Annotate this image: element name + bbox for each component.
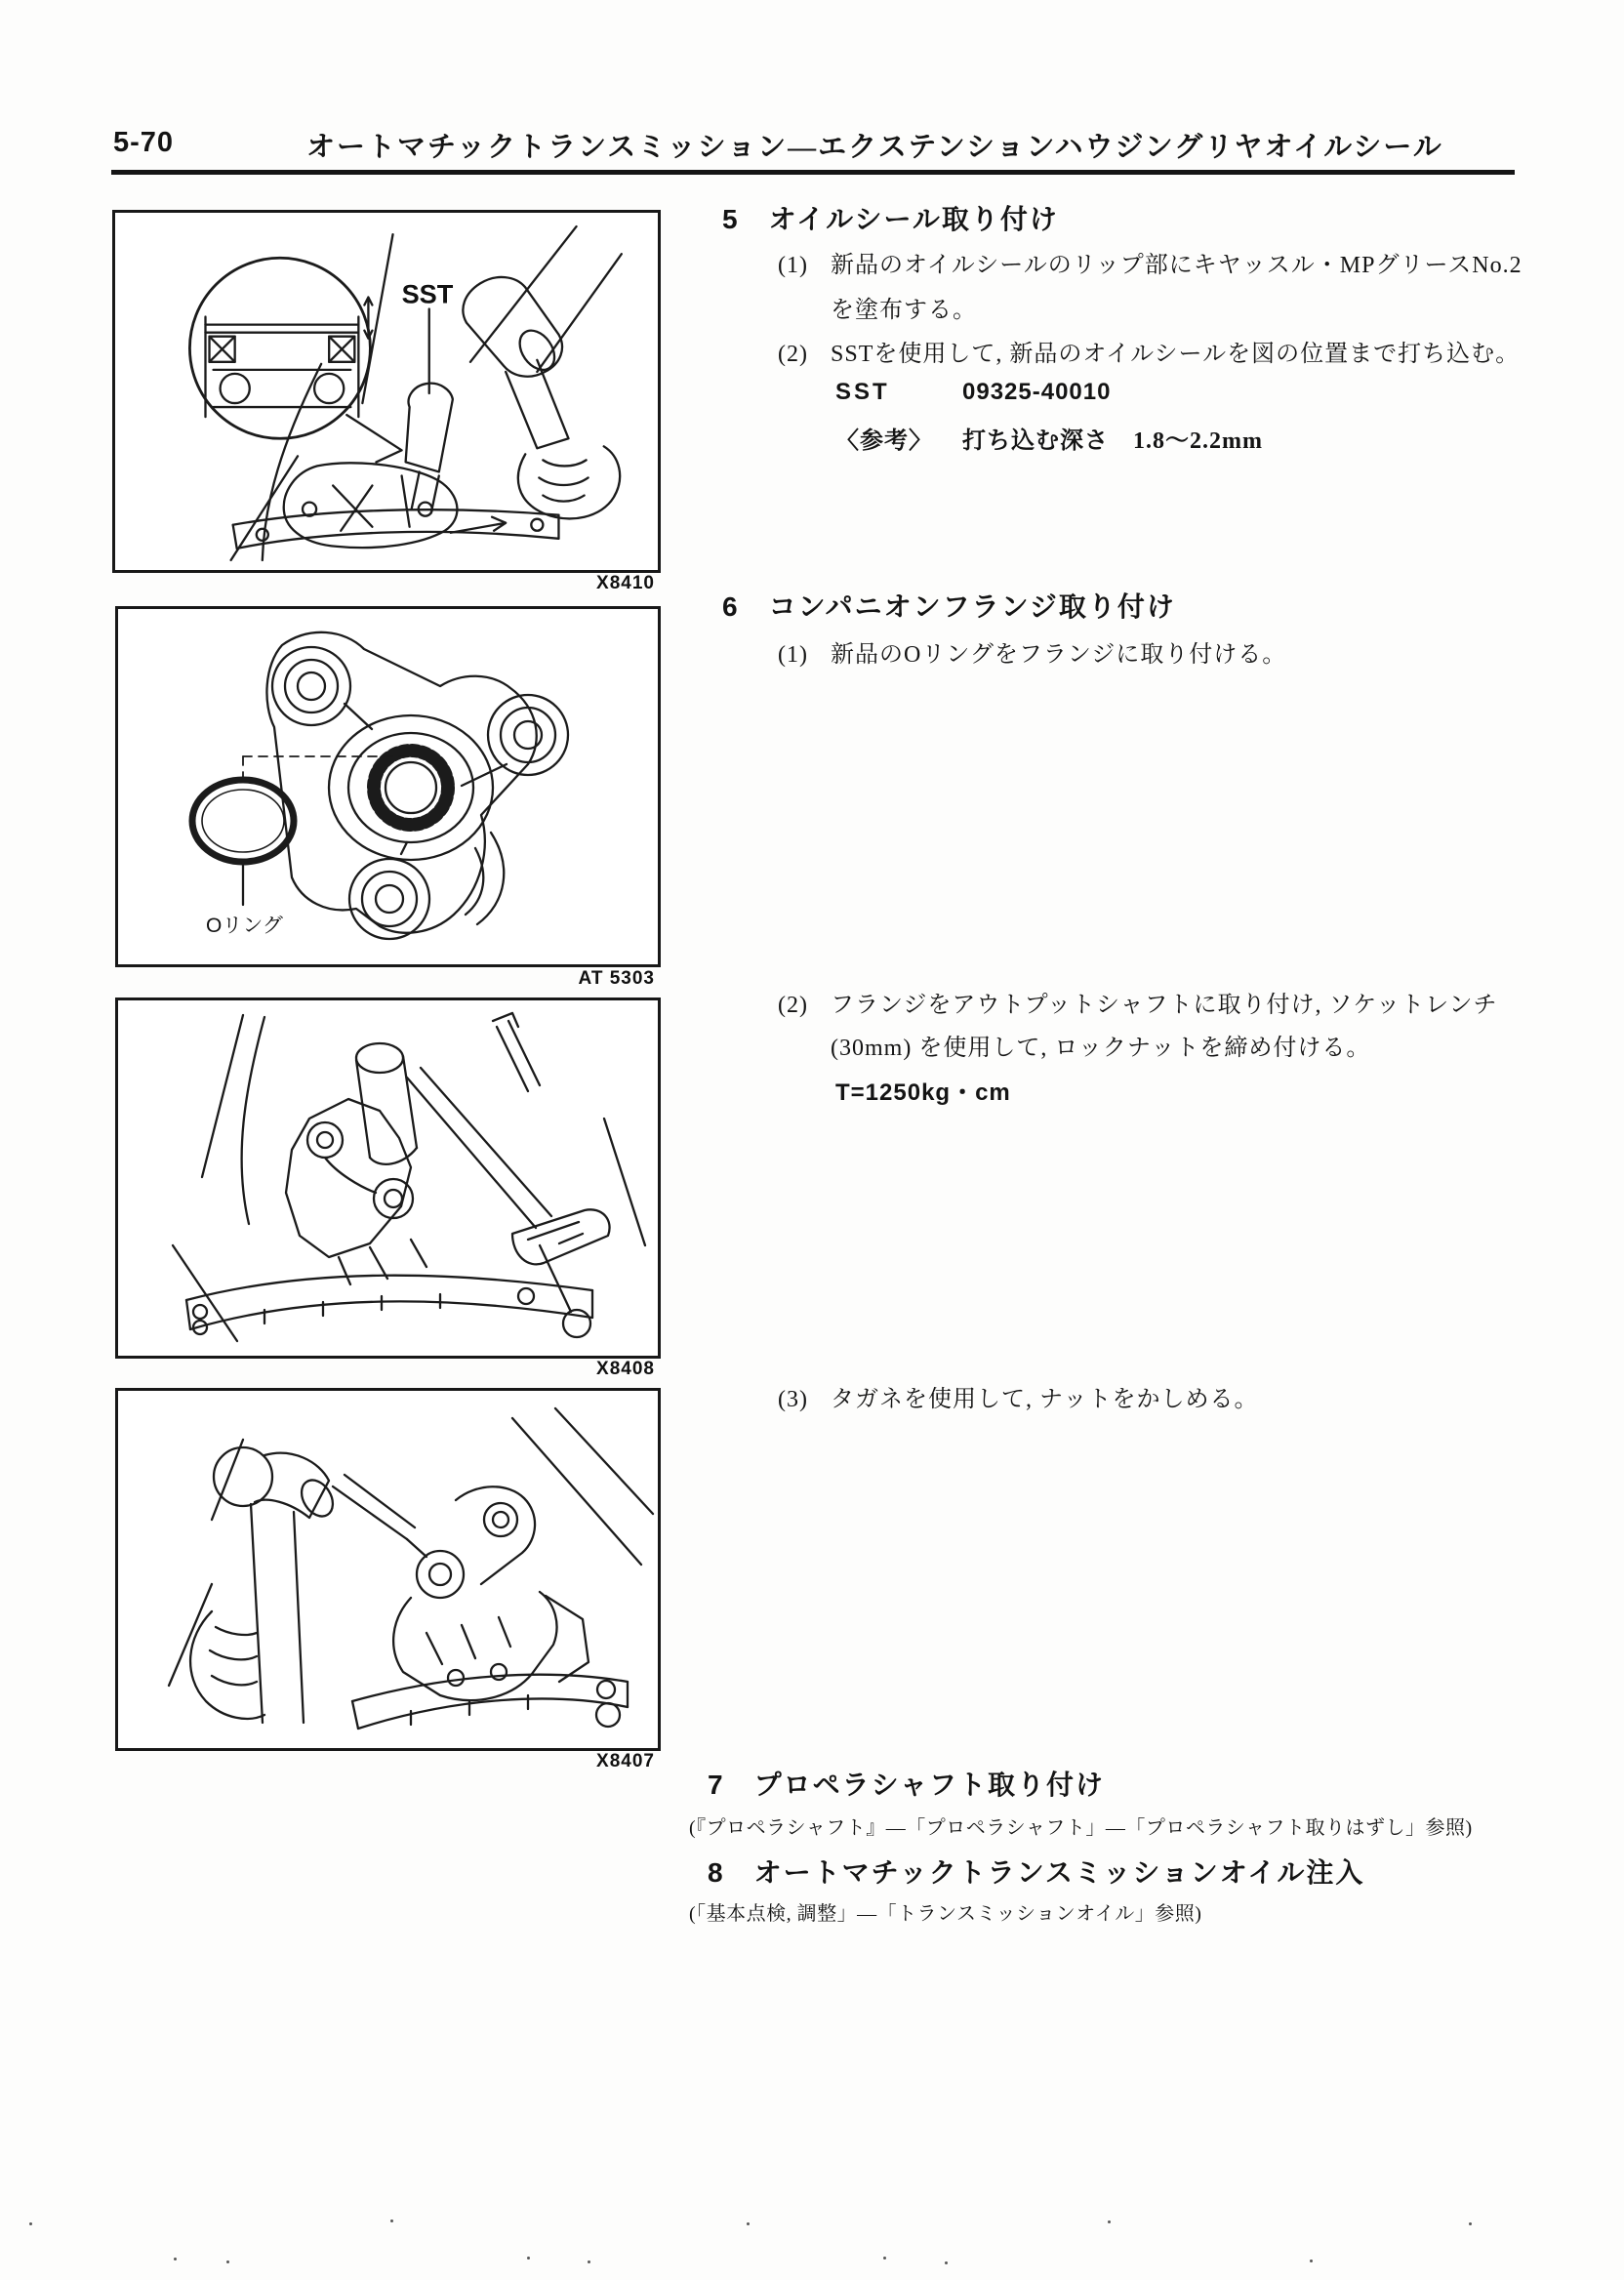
scan-dot xyxy=(390,2219,393,2222)
lock-nut-tighten-illustration xyxy=(118,1000,658,1356)
s6-step2-line2: (30mm) を使用して, ロックナットを締め付ける。 xyxy=(831,1036,1371,1061)
section-6-number: 6 xyxy=(722,591,740,622)
page-number: 5-70 xyxy=(113,127,175,158)
s5-reference-note: 〈参考〉 打ち込む深さ 1.8〜2.2mm xyxy=(835,428,1263,454)
section-6-heading xyxy=(722,586,1176,625)
companion-flange-illustration xyxy=(118,609,658,964)
scan-dot xyxy=(588,2260,590,2263)
scan-dot xyxy=(945,2261,948,2264)
header-divider xyxy=(111,170,1515,175)
section-8-heading xyxy=(708,1852,1364,1891)
figure-code-at5303: AT 5303 xyxy=(578,968,655,989)
section-8-title: オートマチックトランスミッションオイル注入 xyxy=(753,1857,1365,1888)
nut-staking-illustration xyxy=(118,1391,658,1748)
s5-step1-line1: (1) 新品のオイルシールのリップ部にキヤッスル・MPグリースNo.2 xyxy=(778,253,1522,278)
s6-torque-spec: T=1250kg・cm xyxy=(835,1079,1011,1106)
section-8-number: 8 xyxy=(708,1857,725,1888)
scan-dot xyxy=(1310,2260,1313,2262)
figure-lock-nut-tighten xyxy=(115,998,661,1359)
scan-dot xyxy=(226,2260,229,2263)
figure-companion-flange xyxy=(115,606,661,967)
figure-code-x8408: X8408 xyxy=(596,1359,655,1379)
section-7-number: 7 xyxy=(708,1770,725,1800)
figure-code-x8410: X8410 xyxy=(596,573,655,593)
section-5-heading xyxy=(722,198,1059,237)
o-ring-callout-label: Oリング xyxy=(206,915,283,937)
scan-dot xyxy=(1108,2220,1111,2223)
s5-step1-line2: を塗布する。 xyxy=(831,298,977,323)
section-7-title: プロペラシャフト取り付け xyxy=(753,1770,1106,1800)
scan-dot xyxy=(174,2258,177,2260)
s6-step2-line1: (2) フランジをアウトプットシャフトに取り付け, ソケットレンチ xyxy=(778,993,1498,1018)
scan-dot xyxy=(883,2257,886,2260)
s5-sst-spec: SST 09325-40010 xyxy=(835,379,1112,405)
section-5-number: 5 xyxy=(722,204,740,234)
s6-step1-line: (1) 新品のOリングをフランジに取り付ける。 xyxy=(778,642,1287,668)
scan-dot xyxy=(29,2222,32,2225)
scan-dot xyxy=(747,2222,750,2225)
s7-cross-reference: (『プロペラシャフト』—「プロペラシャフト」—「プロペラシャフト取りはずし」参照) xyxy=(689,1817,1473,1839)
figure-nut-staking xyxy=(115,1388,661,1751)
section-6-title: コンパニオンフランジ取り付け xyxy=(768,591,1176,622)
figure-code-x8407: X8407 xyxy=(596,1751,655,1771)
sst-callout-label: SST xyxy=(401,278,454,309)
s6-step3-line: (3) タガネを使用して, ナットをかしめる。 xyxy=(778,1387,1259,1412)
scan-dot xyxy=(1469,2222,1472,2225)
scan-dot xyxy=(527,2257,530,2260)
page-title: オートマチックトランスミッション—エクステンションハウジングリヤオイルシール xyxy=(306,132,1443,163)
s8-cross-reference: (「基本点検, 調整」—「トランスミッションオイル」参照) xyxy=(689,1903,1202,1925)
section-7-heading xyxy=(708,1764,1105,1803)
section-5-title: オイルシール取り付け xyxy=(768,204,1059,234)
oil-seal-install-illustration xyxy=(115,213,658,570)
s5-step2-line: (2) SSTを使用して, 新品のオイルシールを図の位置まで打ち込む。 xyxy=(778,342,1521,367)
figure-oil-seal-install xyxy=(112,210,661,573)
